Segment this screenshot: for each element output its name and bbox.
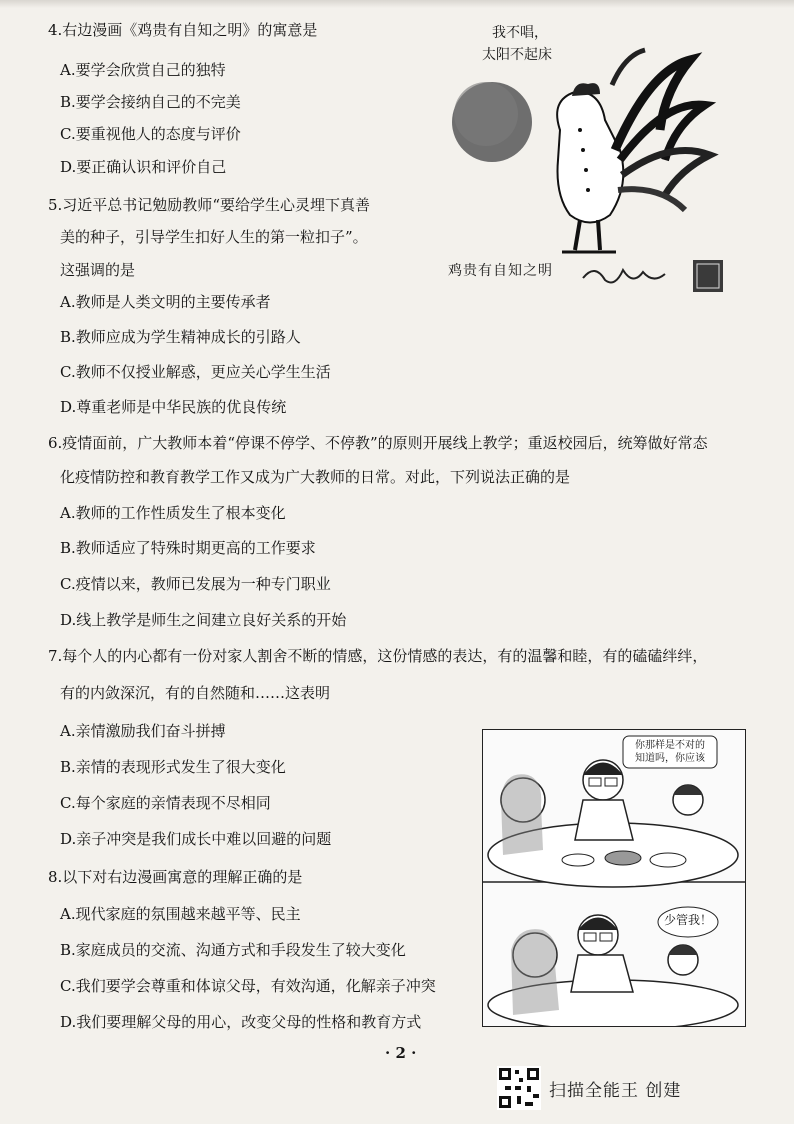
question-6-stem-line-2: 化疫情防控和教育教学工作又成为广大教师的日常。对此，下列说法正确的是 (60, 468, 571, 486)
question-4-option-c: C.要重视他人的态度与评价 (60, 125, 241, 143)
question-7-option-c: C.每个家庭的亲情表现不尽相同 (60, 794, 271, 812)
question-7-stem-line-2: 有的内敛深沉，有的自然随和……这表明 (60, 684, 331, 702)
rooster-speech-line-1: 我不唱， (492, 25, 548, 41)
question-8-option-d: D.我们要理解父母的用心，改变父母的性格和教育方式 (60, 1013, 422, 1031)
question-8-option-b: B.家庭成员的交流、沟通方式和手段发生了较大变化 (60, 941, 406, 959)
question-4-option-d: D.要正确认识和评价自己 (60, 158, 227, 176)
question-6-option-d: D.线上教学是师生之间建立良好关系的开始 (60, 611, 347, 629)
question-5-stem-line-3: 这强调的是 (60, 261, 136, 279)
family-comic-illustration (483, 730, 745, 1026)
rooster-signature-and-seal (575, 258, 735, 296)
comic-panel-1-speech-line-2: 知道吗，你应该 (635, 753, 705, 764)
question-5-option-d: D.尊重老师是中华民族的优良传统 (60, 398, 287, 416)
rooster-caption: 鸡贵有自知之明 (448, 263, 553, 279)
rooster-speech-line-2: 太阳不起床 (482, 47, 552, 63)
page-number: · 2 · (385, 1044, 417, 1062)
question-7-stem-line-1: 7.每个人的内心都有一份对家人割舍不断的情感，这份情感的表达，有的温馨和睦，有的磕磕绊绊， (48, 647, 708, 665)
scanner-brand-text: 扫描全能王 创建 (549, 1080, 682, 1101)
comic-panel-2-speech: 少管我！ (663, 913, 712, 927)
rooster-cartoon (440, 10, 740, 300)
question-5-stem-line-1: 5.习近平总书记勉励教师“要给学生心灵埋下真善 (48, 196, 370, 214)
qr-code-icon (497, 1066, 541, 1110)
question-8-stem: 8.以下对右边漫画寓意的理解正确的是 (48, 868, 303, 886)
question-7-option-a: A.亲情激励我们奋斗拼搏 (60, 722, 226, 740)
question-5-option-a: A.教师是人类文明的主要传承者 (60, 293, 271, 311)
question-6-stem-line-1: 6.疫情面前，广大教师本着“停课不停学、不停教”的原则开展线上教学；重返校园后，统筹做好常态 (48, 434, 708, 452)
rooster-illustration (440, 10, 740, 260)
question-6-option-c: C.疫情以来，教师已发展为一种专门职业 (60, 575, 331, 593)
question-5-option-b: B.教师应成为学生精神成长的引路人 (60, 328, 301, 346)
question-4-stem: 4.右边漫画《鸡贵有自知之明》的寓意是 (48, 21, 318, 39)
scan-edge (0, 0, 794, 8)
question-5-option-c: C.教师不仅授业解惑，更应关心学生生活 (60, 363, 331, 381)
question-8-option-a: A.现代家庭的氛围越来越平等、民主 (60, 905, 301, 923)
question-4-option-a: A.要学会欣赏自己的独特 (60, 61, 226, 79)
question-4-option-b: B.要学会接纳自己的不完美 (60, 93, 241, 111)
question-7-option-d: D.亲子冲突是我们成长中难以回避的问题 (60, 830, 332, 848)
question-5-stem-line-2: 美的种子，引导学生扣好人生的第一粒扣子”。 (60, 228, 368, 246)
question-7-option-b: B.亲情的表现形式发生了很大变化 (60, 758, 286, 776)
scanner-watermark (497, 1066, 681, 1110)
question-8-option-c: C.我们要学会尊重和体谅父母，有效沟通，化解亲子冲突 (60, 977, 436, 995)
question-6-option-a: A.教师的工作性质发生了根本变化 (60, 504, 286, 522)
question-6-option-b: B.教师适应了特殊时期更高的工作要求 (60, 539, 316, 557)
comic-panel-1-speech-line-1: 你那样是不对的 (635, 740, 705, 751)
family-comic (482, 729, 746, 1027)
